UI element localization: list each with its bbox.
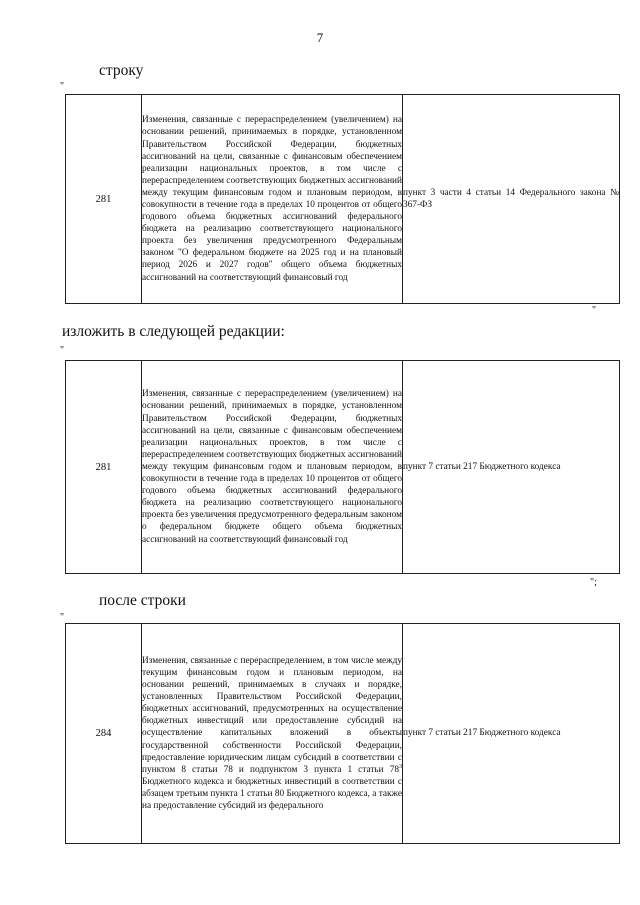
table-row [66,624,620,844]
section-heading-after-row: после строки [99,592,186,609]
row-number: 281 [66,95,142,304]
old-row-table [65,94,620,304]
closing-quote: " [592,305,597,316]
opening-quote: " [60,612,65,623]
section-heading-new-wording: изложить в следующей редакции: [62,323,285,340]
row-legal-basis: пункт 7 статьи 217 Бюджетного кодекса [403,624,620,844]
section-heading-row: строку [99,62,144,79]
row-number: 284 [66,624,142,844]
row-description: Изменения, связанные с перераспределением (увеличением) на основании решений, принимаемых в порядке, установленном Правительством Российской Федерации, бюджетных ассигнований на цели, связанные с финансовым обеспечением реализации национальных проектов, в том числе с перераспределением соответствующих бюджетных ассигнований между текущим финансовым годом и плановым периодом, в совокупности в течение года в пределах 10 процентов от общего годового объема бюджетных ассигнований федерального бюджета на реализацию соответствующего национального проекта без увеличения предусмотренного федеральным законом о федеральном бюджете общего объема бюджетных ассигнований на соответствующий финансовый год [142,361,403,574]
opening-quote: " [60,81,65,92]
table-row [66,95,620,304]
row-description [142,624,403,844]
closing-quote-semicolon: "; [590,577,597,588]
description-text-part: Бюджетного кодекса и бюджетных инвестиций в соответствии с абзацем третьим пункта 1 статьи 80 Бюджетного кодекса, а также на предоставление субсидий из федерального [142,776,402,812]
row-description: Изменения, связанные с перераспределением (увеличением) на основании решений, принимаемых в порядке, установленном Правительством Российской Федерации, бюджетных ассигнований на цели, связанные с финансовым обеспечением реализации национальных проектов, в том числе с перераспределением соответствующих бюджетных ассигнований между текущим финансовым годом и плановым периодом, в совокупности в течение года в пределах 10 процентов от общего годового объема бюджетных ассигнований федерального бюджета на реализацию соответствующего национального проекта без увеличения предусмотренного Федеральным законом "О федеральном бюджете на 2025 год и на плановый период 2026 и 2027 годов" общего объема бюджетных ассигнований на соответствующий финансовый год [142,95,403,304]
opening-quote: " [60,345,65,356]
description-text-part: Изменения, связанные с перераспределением, в том числе между текущим финансовым годом и плановым периодом, на основании решений, принимаемых в случаях и порядке, установленных Правительством Российской Федерации, бюджетных ассигнований, предусмотренных на осуществление бюджетных инвестиций или предоставление субсидий на осуществление капитальных вложений в объекты государственной собственности Российской Федерации, предоставление юридическим лицам субсидий в соответствии с пунктом 8 статьи 78 и подпунктом 3 пункта 1 статьи 78 [142,655,402,775]
row-number: 281 [66,361,142,574]
new-row-table [65,360,620,574]
page-number: 7 [316,30,324,45]
superscript-index: 3 [399,763,402,770]
inserted-row-table [65,623,620,844]
row-legal-basis: пункт 3 части 4 статьи 14 Федерального закона № 367-ФЗ [403,95,620,304]
row-legal-basis: пункт 7 статьи 217 Бюджетного кодекса [403,361,620,574]
table-row [66,361,620,574]
